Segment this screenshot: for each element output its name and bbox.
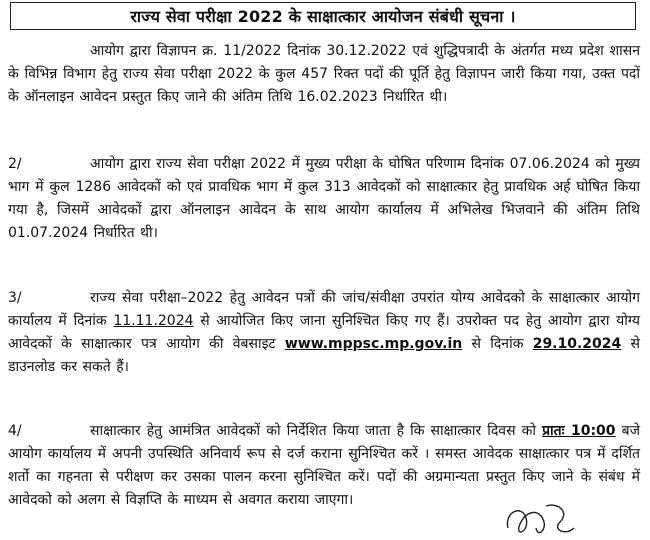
paragraph-3-text-c: से दिनांक — [462, 336, 533, 352]
paragraph-2-number: 2/ — [8, 156, 22, 172]
notice-title-text: राज्य सेवा परीक्षा 2022 के साक्षात्कार आयोजन संबंधी सूचना । — [130, 7, 516, 26]
website-link[interactable]: www.mppsc.mp.gov.in — [284, 336, 463, 352]
paragraph-3-text-d: से डाउनलोड कर सकते हैं। — [8, 336, 640, 375]
notice-title — [10, 2, 636, 30]
paragraph-3-number: 3/ — [8, 290, 22, 306]
download-date: 29.10.2024 — [532, 336, 622, 352]
paragraph-4-text-a: साक्षात्कार हेतु आमंत्रित आवेदकों को निर्देशित किया जाता है कि साक्षात्कार दिवस को — [90, 423, 543, 439]
paragraph-4-text-b: बजे आयोग कार्यालय में अपनी उपस्थिति अनिवार्य रूप से दर्ज कराना सुनिश्चित करें । समस्त आवेदक साक्षात्कार पत्र में दर्शित शर्तो का गहनता से परीक्षण कर उसका पालन करना सुनिश्चित करें। पदों की अग्रमान्यता प्रस्तुत किए जाने के संबंध में आवेदको को अलग से विज्ञप्ति के माध्यम से अवगत कराया जाएगा। — [8, 423, 640, 508]
paragraph-4-number: 4/ — [8, 423, 22, 439]
paragraph-3 — [8, 287, 640, 379]
signature-mark — [500, 498, 580, 540]
paragraph-3-text-a: राज्य सेवा परीक्षा–2022 हेतु आवेदन पत्रों की जांच/संवीक्षा उपरांत योग्य आवेदको के साक्षात्कार आयोग कार्यालय में दिनांक — [8, 290, 640, 329]
paragraph-1-text: आयोग द्वारा विज्ञापन क्र. 11/2022 दिनांक 30.12.2022 एवं शुद्धिपत्रादी के अंतर्गत मध्य प्रदेश शासन के विभिन्न विभाग हेतु राज्य सेवा परीक्षा 2022 के कुल 457 रिक्त पदों की पूर्ति हेतु विज्ञापन जारी किया गया, उक्त पदों के ऑनलाइन आवेदन प्रस्तुत किए जाने की अंतिम तिथि 16.02.2023 निर्धारित थी। — [8, 43, 640, 105]
paragraph-2-text: आयोग द्वारा राज्य सेवा परीक्षा 2022 में मुख्य परीक्षा के घोषित परिणाम दिनांक 07.06.2024 को मुख्य भाग में कुल 1286 आवेदकों को एवं प्रावधिक भाग में कुल 313 आवेदकों को साक्षात्कार हेतु प्रावधिक अर्ह घोषित किया गया है, जिसमें आवेदकों द्वारा ऑनलाइन आवेदन के साथ आयोग कार्यालय में अभिलेख भिजवाने की अंतिम तिथि 01.07.2024 निर्धारित थी। — [8, 156, 640, 241]
paragraph-1 — [8, 40, 640, 109]
paragraph-3-text-b: से आयोजित किए जाना सुनिश्चित किए गए हैं। उपरोक्त पद हेतु आयोग द्वारा योग्य आवेदकों के साक्षात्कार पत्र आयोग की वेबसाइट — [8, 313, 640, 352]
paragraph-2 — [8, 153, 640, 245]
reporting-time: प्रातः 10:00 — [542, 423, 616, 439]
interview-date: 11.11.2024 — [113, 313, 194, 329]
